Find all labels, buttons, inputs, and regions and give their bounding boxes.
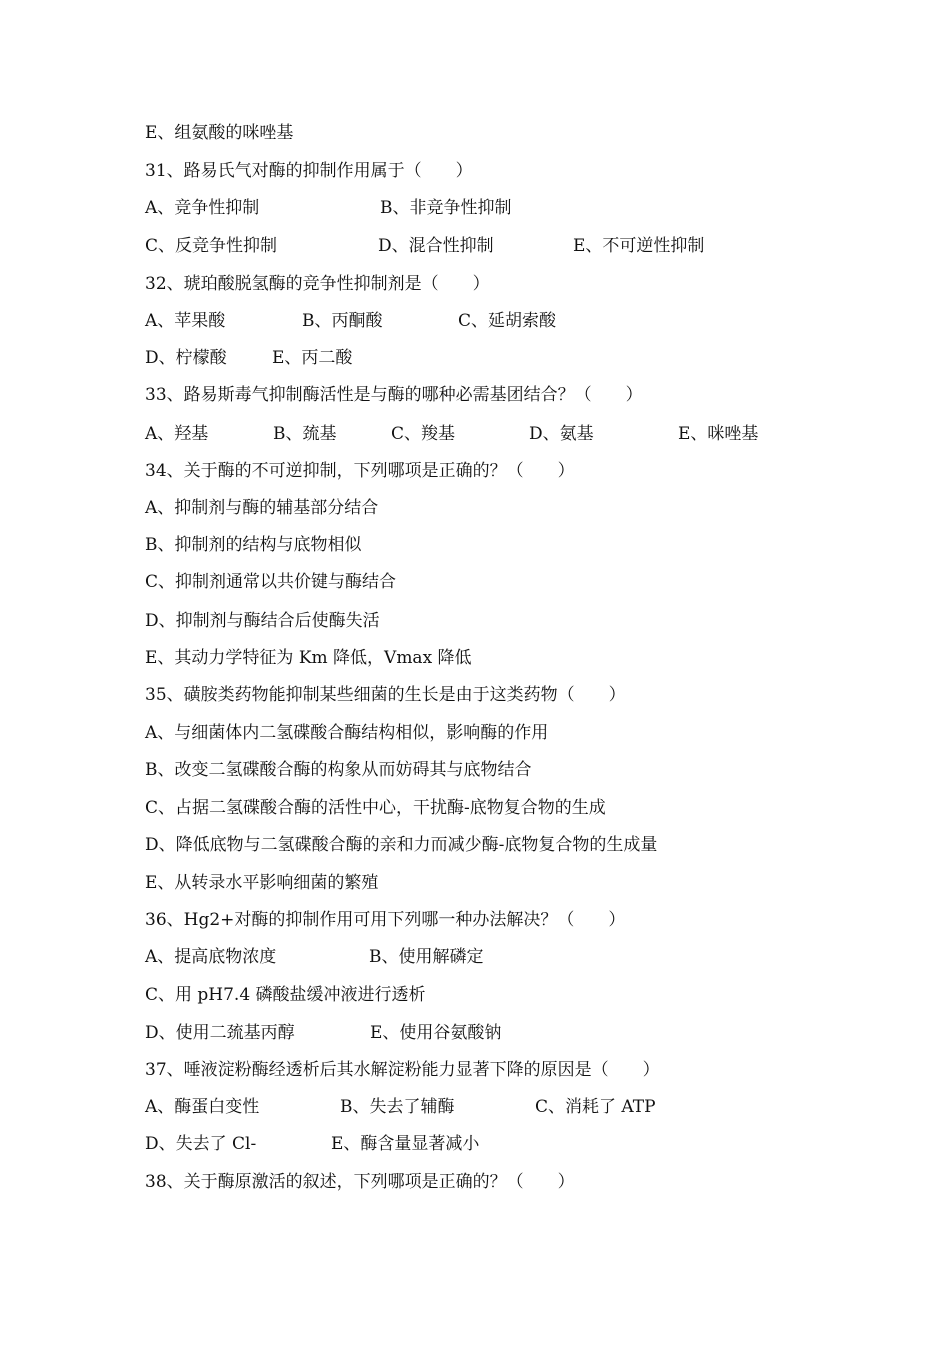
option-line: E、组氨酸的咪唑基 <box>145 123 294 143</box>
option: D、使用二巯基丙醇 <box>145 1023 295 1043</box>
option: E、酶含量显著减小 <box>331 1134 480 1154</box>
option: C、延胡索酸 <box>458 311 557 331</box>
option: D、混合性抑制 <box>378 236 494 256</box>
option-line: A、与细菌体内二氢碟酸合酶结构相似，影响酶的作用 <box>145 723 549 743</box>
option-line: D、抑制剂与酶结合后使酶失活 <box>145 611 380 631</box>
question-32: 32、琥珀酸脱氢酶的竞争性抑制剂是（ ） <box>145 274 490 294</box>
option-line: E、其动力学特征为 Km 降低，Vmax 降低 <box>145 648 472 668</box>
question-36: 36、Hg2+对酶的抑制作用可用下列哪一种办法解决？（ ） <box>145 910 626 930</box>
option-line: B、改变二氢碟酸合酶的构象从而妨碍其与底物结合 <box>145 760 532 780</box>
option: A、酶蛋白变性 <box>145 1097 260 1117</box>
option: A、提高底物浓度 <box>145 947 277 967</box>
option: A、苹果酸 <box>145 311 226 331</box>
option: D、氨基 <box>529 424 594 444</box>
question-35: 35、磺胺类药物能抑制某些细菌的生长是由于这类药物（ ） <box>145 685 626 705</box>
option-line: A、抑制剂与酶的辅基部分结合 <box>145 498 379 518</box>
option: D、失去了 Cl- <box>145 1134 257 1154</box>
option: A、羟基 <box>145 424 209 444</box>
option-line: C、用 pH7.4 磷酸盐缓冲液进行透析 <box>145 985 426 1005</box>
question-37: 37、唾液淀粉酶经透析后其水解淀粉能力显著下降的原因是（ ） <box>145 1060 660 1080</box>
question-31: 31、路易氏气对酶的抑制作用属于（ ） <box>145 161 473 181</box>
option: B、失去了辅酶 <box>340 1097 455 1117</box>
option-line: C、占据二氢碟酸合酶的活性中心，干扰酶-底物复合物的生成 <box>145 798 606 818</box>
option: B、非竞争性抑制 <box>380 198 512 218</box>
option: E、丙二酸 <box>272 348 353 368</box>
option: C、羧基 <box>391 424 456 444</box>
option: E、咪唑基 <box>678 424 759 444</box>
option-line: D、降低底物与二氢碟酸合酶的亲和力而减少酶-底物复合物的生成量 <box>145 835 658 855</box>
question-33: 33、路易斯毒气抑制酶活性是与酶的哪种必需基团结合？（ ） <box>145 385 643 405</box>
question-34: 34、关于酶的不可逆抑制，下列哪项是正确的？（ ） <box>145 461 575 481</box>
option: A、竞争性抑制 <box>145 198 260 218</box>
option-line: C、抑制剂通常以共价键与酶结合 <box>145 572 397 592</box>
option: C、反竞争性抑制 <box>145 236 278 256</box>
option-line: B、抑制剂的结构与底物相似 <box>145 535 362 555</box>
option: B、巯基 <box>273 424 337 444</box>
question-38: 38、关于酶原激活的叙述，下列哪项是正确的？（ ） <box>145 1172 575 1192</box>
option-line: E、从转录水平影响细菌的繁殖 <box>145 873 379 893</box>
option: B、使用解磷定 <box>369 947 484 967</box>
option: C、消耗了 ATP <box>535 1097 656 1117</box>
option: E、不可逆性抑制 <box>573 236 705 256</box>
option: E、使用谷氨酸钠 <box>370 1023 502 1043</box>
option: D、柠檬酸 <box>145 348 227 368</box>
option: B、丙酮酸 <box>302 311 383 331</box>
